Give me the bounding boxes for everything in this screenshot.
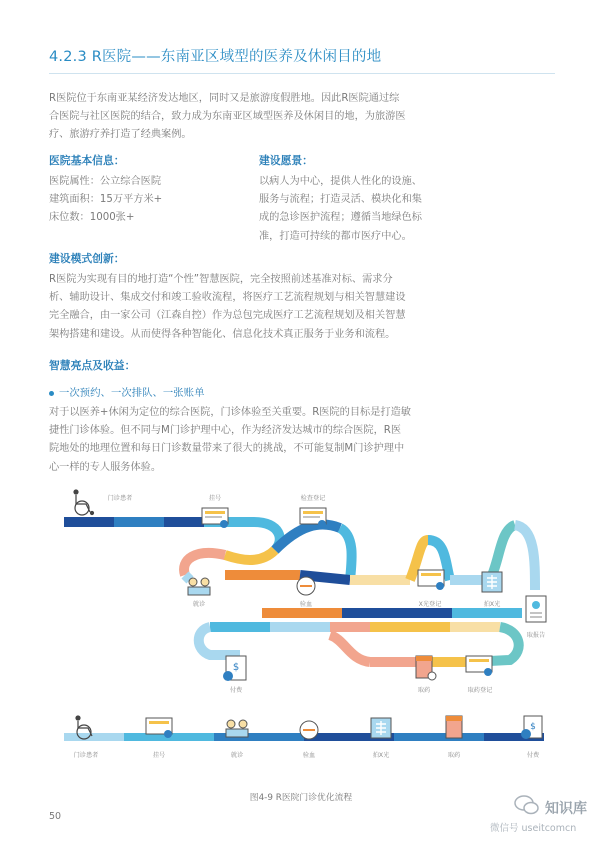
wechat-icon (514, 794, 540, 816)
xray-icon (371, 718, 391, 738)
highlights-line: 捷性门诊体验。但不同与M门诊护理中心，作为经济发达城市的综合医院，R医 (49, 425, 402, 437)
bottom-label: 拍X光 (372, 752, 390, 759)
blood-test-icon (297, 577, 315, 595)
model-line: 架构搭建和建设。从而使得各种智能化、信息化技术真正服务于业务和流程。 (49, 328, 396, 340)
label-xray-register: X光登记 (418, 601, 442, 608)
watermark-name: 知识库 (545, 801, 587, 817)
model-line: 析、辅助设计、集成交付和竣工验收流程，将医疗工艺流程规划与相关智慧建设 (49, 292, 406, 304)
label-xray: 拍X光 (483, 601, 501, 608)
basic-info-line: 建筑面积：15万平方米+ (49, 194, 163, 206)
label-blood: 验血 (299, 601, 313, 608)
label-report: 取报告 (526, 632, 546, 639)
page-number: 50 (49, 811, 62, 822)
bottom-label: 付费 (526, 752, 540, 759)
pharmacy-register-form-icon (466, 656, 492, 676)
figure-caption: 图4-9 R医院门诊优化流程 (249, 793, 353, 803)
vision-line: 以病人为中心，提供人性化的设施、 (259, 176, 422, 187)
watermark-account: 微信号 useitcomcn (490, 823, 577, 834)
label-pharmacy: 取药 (417, 687, 431, 694)
label-register: 挂号 (208, 495, 222, 502)
intro-line: R医院位于东南亚某经济发达地区，同时又是旅游度假胜地。因此R医院通过综 (49, 93, 400, 104)
vision-line: 服务与流程；打造灵活、模块化和集 (259, 194, 422, 206)
vision-heading: 建设愿景： (259, 154, 313, 167)
label-visit: 就诊 (192, 601, 206, 608)
doctor-icon (188, 578, 210, 595)
bottom-label: 挂号 (152, 752, 166, 759)
bottom-label: 验血 (302, 752, 316, 759)
basic-info-heading: 医院基本信息： (49, 154, 125, 167)
model-line: R医院为实现有目的地打造“个性”智慧医院，完全按照前述基准对标、需求分 (49, 274, 393, 285)
bottom-label: 取药 (447, 752, 461, 759)
vision-line: 准，打造可持续的都市医疗中心。 (259, 230, 412, 242)
bill-icon (521, 716, 542, 739)
section-title: 4.2.3 R医院——东南亚区域型的医养及休闲目的地 (49, 49, 382, 65)
medicine-icon (446, 716, 462, 738)
report-icon (526, 596, 546, 622)
highlights-line: 对于以医养+休闲为定位的综合医院，门诊体验至关重要。R医院的目标是打造敏 (49, 407, 411, 418)
highlights-line: 心一样的专人服务体验。 (49, 461, 162, 473)
model-heading: 建设模式创新： (49, 252, 125, 265)
model-line: 完全融合，由一家公司（江森自控）作为总包完成医疗工艺流程规划及相关智慧 (49, 310, 406, 322)
xray-icon (482, 572, 502, 592)
basic-info-line: 床位数：1000张+ (49, 212, 135, 224)
highlights-heading: 智慧亮点及收益： (49, 359, 136, 372)
bottom-label: 就诊 (230, 752, 244, 759)
middle-track (210, 608, 522, 632)
label-check-register: 检查登记 (300, 495, 326, 502)
bullet-text: 一次预约、一次排队、一张账单 (59, 387, 205, 399)
svg-text:$: $ (530, 722, 536, 732)
svg-text:$: $ (232, 662, 240, 673)
bill-icon (223, 656, 246, 681)
bottom-label: 门诊患者 (73, 752, 99, 759)
blood-test-icon (300, 721, 318, 739)
label-pharmacy-register: 取药登记 (467, 687, 493, 694)
highlights-line: 院地处的地理位置和每日门诊数量带来了很大的挑战，不可能复制M门诊护理中 (49, 443, 405, 455)
xray-register-form-icon (418, 570, 444, 590)
doctor-icon (226, 720, 248, 737)
label-pay: 付费 (229, 687, 243, 694)
basic-info-line: 医院属性：公立综合医院 (49, 176, 162, 187)
intro-line: 合医院与社区医院的结合，致力成为东南亚区域型医养及休闲目的地，为旅游医 (49, 111, 406, 123)
vision-line: 成的急诊医护流程；遵循当地绿色标 (259, 212, 422, 224)
intro-line: 疗、旅游疗养打造了经典案例。 (49, 129, 192, 141)
label-outpatient: 门诊患者 (107, 495, 133, 502)
